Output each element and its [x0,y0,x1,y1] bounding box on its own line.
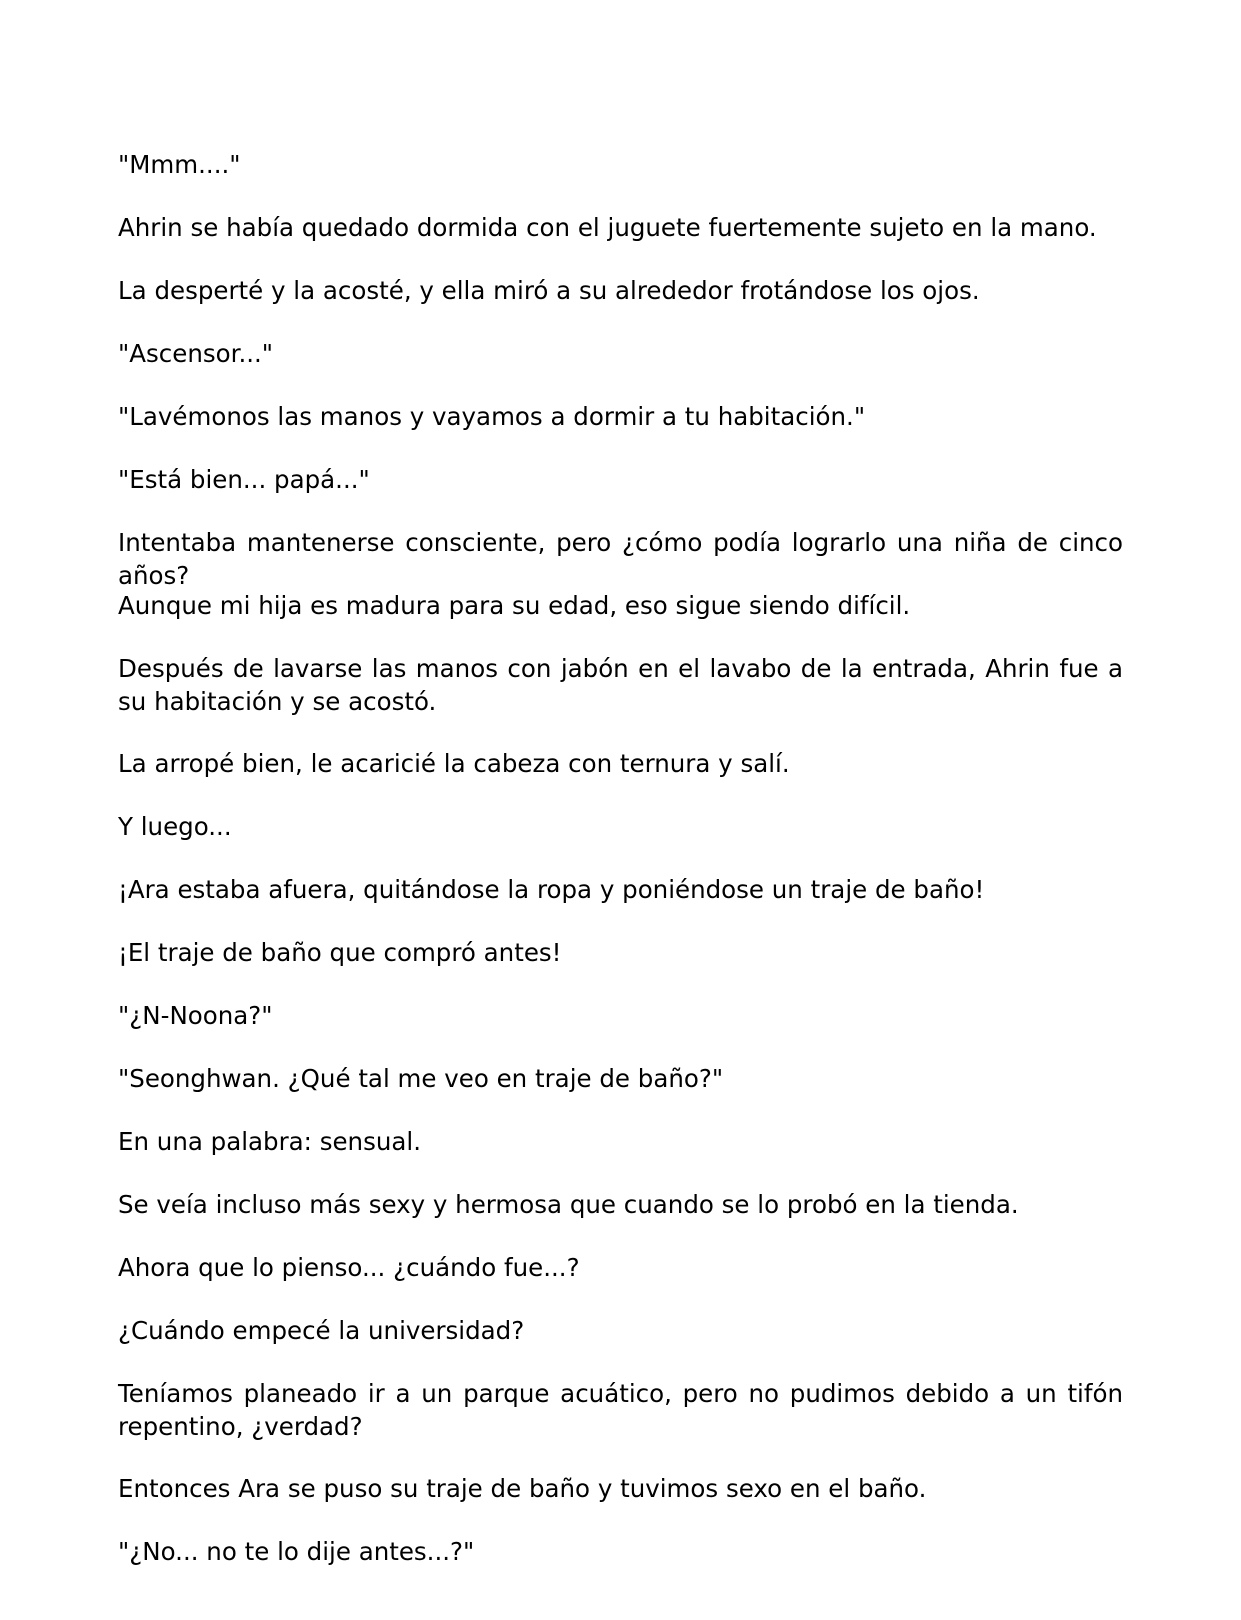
paragraph-7: Intentaba mantenerse consciente, pero ¿cómo podía lograrlo una niña de cinco años? [118,528,1123,590]
paragraph-21: Entonces Ara se puso su traje de baño y tuvimos sexo en el baño. [118,1474,927,1503]
paragraph-1: "Mmm...." [118,150,241,179]
paragraph-17: Se veía incluso más sexy y hermosa que cuando se lo probó en la tienda. [118,1190,1019,1219]
paragraph-16: En una palabra: sensual. [118,1127,421,1156]
paragraph-10: La arropé bien, le acaricié la cabeza con ternura y salí. [118,749,790,778]
paragraph-8: Aunque mi hija es madura para su edad, eso sigue siendo difícil. [118,591,911,620]
paragraph-9: Después de lavarse las manos con jabón en el lavabo de la entrada, Ahrin fue a su habitación y se acostó. [118,654,1123,716]
paragraph-3: La desperté y la acosté, y ella miró a su alrededor frotándose los ojos. [118,276,980,305]
paragraph-11: Y luego... [118,812,232,841]
paragraph-18: Ahora que lo pienso... ¿cuándo fue...? [118,1253,580,1282]
paragraph-6: "Está bien... papá..." [118,465,370,494]
paragraph-5: "Lavémonos las manos y vayamos a dormir a tu habitación." [118,402,866,431]
paragraph-4: "Ascensor..." [118,339,274,368]
paragraph-19: ¿Cuándo empecé la universidad? [118,1316,525,1345]
paragraph-12: ¡Ara estaba afuera, quitándose la ropa y poniéndose un traje de baño! [118,875,985,904]
paragraph-14: "¿N-Noona?" [118,1001,273,1030]
paragraph-2: Ahrin se había quedado dormida con el juguete fuertemente sujeto en la mano. [118,213,1097,242]
paragraph-22: "¿No... no te lo dije antes...?" [118,1537,475,1566]
paragraph-20: Teníamos planeado ir a un parque acuático, pero no pudimos debido a un tifón repentino, ¿verdad? [118,1379,1123,1441]
paragraph-13: ¡El traje de baño que compró antes! [118,938,562,967]
paragraph-15: "Seonghwan. ¿Qué tal me veo en traje de baño?" [118,1064,724,1093]
